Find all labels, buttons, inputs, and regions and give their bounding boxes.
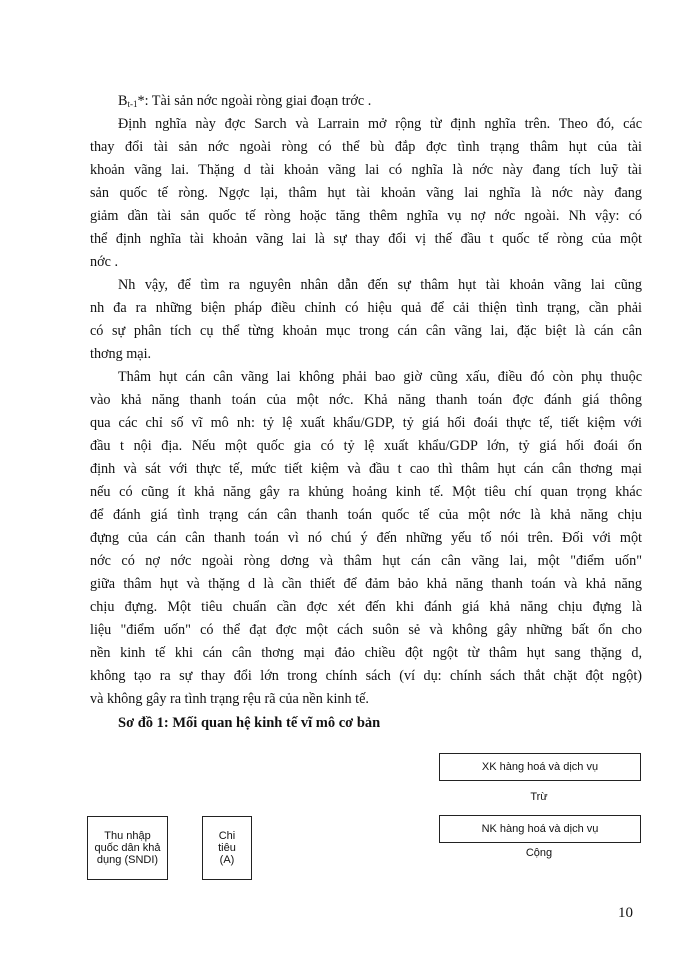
box-chi-tieu-line: Chi [218,830,236,842]
label-plus: Cộng [525,847,553,859]
paragraph-line: và không gây ra tình trạng rệu rã của nền kinh tế. [90,691,369,707]
box-chi-tieu [202,816,252,880]
paragraph-line: giảm dần tài sản quốc tế ròng hoặc tăng thêm nghĩa vụ nợ nớc ngoài. Nh vậy: có [90,208,642,224]
box-imports: NK hàng hoá và dịch vụ [439,815,641,843]
paragraph-line: nớc có nợ nớc ngoài ròng dơng và thâm hụt cán cân vãng lai, một "điểm uốn" [90,553,642,569]
paragraph-line: chịu đựng. Một tiêu chuẩn cần đợc xét đến khi đánh giá khả năng chịu đựng là [90,599,642,615]
paragraph-line: để đánh giá tình trạng cán cân thanh toán quốc tế của một nớc là khả năng chịu [90,507,642,523]
paragraph-line: qua các chỉ số vĩ mô nh: tỷ lệ xuất khẩu/GDP, tỷ giá hối đoái thực tế, tiết kiệm với [90,415,642,431]
symbol-b: B [118,93,128,109]
box-sndi [87,816,168,880]
paragraph-line: nớc . [90,254,118,270]
paragraph-line: không tạo ra sự thay đổi lớn trong chính sách (ví dụ: chính sách thắt chặt đột ngột) [90,668,642,684]
page-number: 10 [618,905,633,921]
paragraph-line: Thâm hụt cán cân vãng lai không phải bao giờ cũng xấu, điều đó còn phụ thuộc [118,369,642,385]
first-line [118,92,670,113]
first-line-text: *: Tài sản nớc ngoài ròng giai đoạn trớc . [137,93,372,109]
paragraph-line: giữa thâm hụt và thặng d là cần thiết để đảm bảo khả năng thanh toán và khả năng [90,576,642,592]
paragraph-line: nếu có cũng ít khả năng gây ra khủng hoảng kinh tế. Một tiêu chí quan trọng khác [90,484,642,500]
box-sndi-line: dụng (SNDI) [96,854,159,866]
paragraph-line: nh đa ra những biện pháp điều chỉnh có hiệu quả để cải thiện tình trạng, cần phải [90,300,642,316]
label-minus: Trừ [530,791,548,803]
paragraph-line: Nh vậy, để tìm ra nguyên nhân dẫn đến sự thâm hụt tài khoản vãng lai cũng [118,277,642,293]
paragraph-line: đựng của cán cân thanh toán vì nó chú ý đến những yếu tố nói trên. Đối với một [90,530,642,546]
paragraph-line: thể định nghĩa tài khoản vãng lai là sự thay đổi vị thế đầu t quốc tế ròng của một [90,231,642,247]
box-chi-tieu-line: (A) [219,854,235,866]
paragraph-line: vào khả năng thanh toán của một nớc. Khả năng thanh toán đợc đánh giá thông [90,392,642,408]
box-sndi-line: Thu nhập [104,830,151,842]
paragraph-line: khoản vãng lai. Thặng d tài khoản vãng lai có nghĩa là nớc này đang tích luỹ tài [90,162,642,178]
paragraph-line: Định nghĩa này đợc Sarch và Larrain mở rộng từ định nghĩa trên. Theo đó, các [118,116,642,132]
diagram-title: Sơ đồ 1: Mối quan hệ kinh tế vĩ mô cơ bản [118,715,381,731]
paragraph-line: nền kinh tế khi cán cân thơng mại đảo chiều đột ngột từ thâm hụt sang thặng d, [90,645,642,661]
paragraph-line: định và sát với thực tế, mức tiết kiệm và đầu t cao thì thâm hụt cán cân thơng mại [90,461,642,477]
paragraph-line: thơng mại. [90,346,152,362]
box-exports: XK hàng hoá và dịch vụ [439,753,641,781]
paragraph-line: thay đổi tài sản nớc ngoài ròng có thể bù đắp đợc tình trạng thâm hụt của tài [90,139,642,155]
paragraph-line: đầu t nội địa. Nếu một quốc gia có tỷ lệ xuất khẩu/GDP lớn, tỷ giá hối đoái ổn [90,438,642,454]
box-sndi-line: quốc dân khả [94,842,161,854]
paragraph-line: liệu "điểm uốn" có thể đạt đợc một cách suôn sẻ và không gây những bất ổn cho [90,622,642,638]
paragraph-line: sản quốc tế ròng. Ngợc lại, thâm hụt tài khoản vãng lai nghĩa là nớc này đang [90,185,642,201]
box-chi-tieu-line: tiêu [218,842,236,854]
paragraph-line: có sự phân tích cụ thể từng khoản mục trong cán cân vãng lai, đặc biệt là cán cân [90,323,642,339]
symbol-subscript: t-1 [127,99,138,109]
